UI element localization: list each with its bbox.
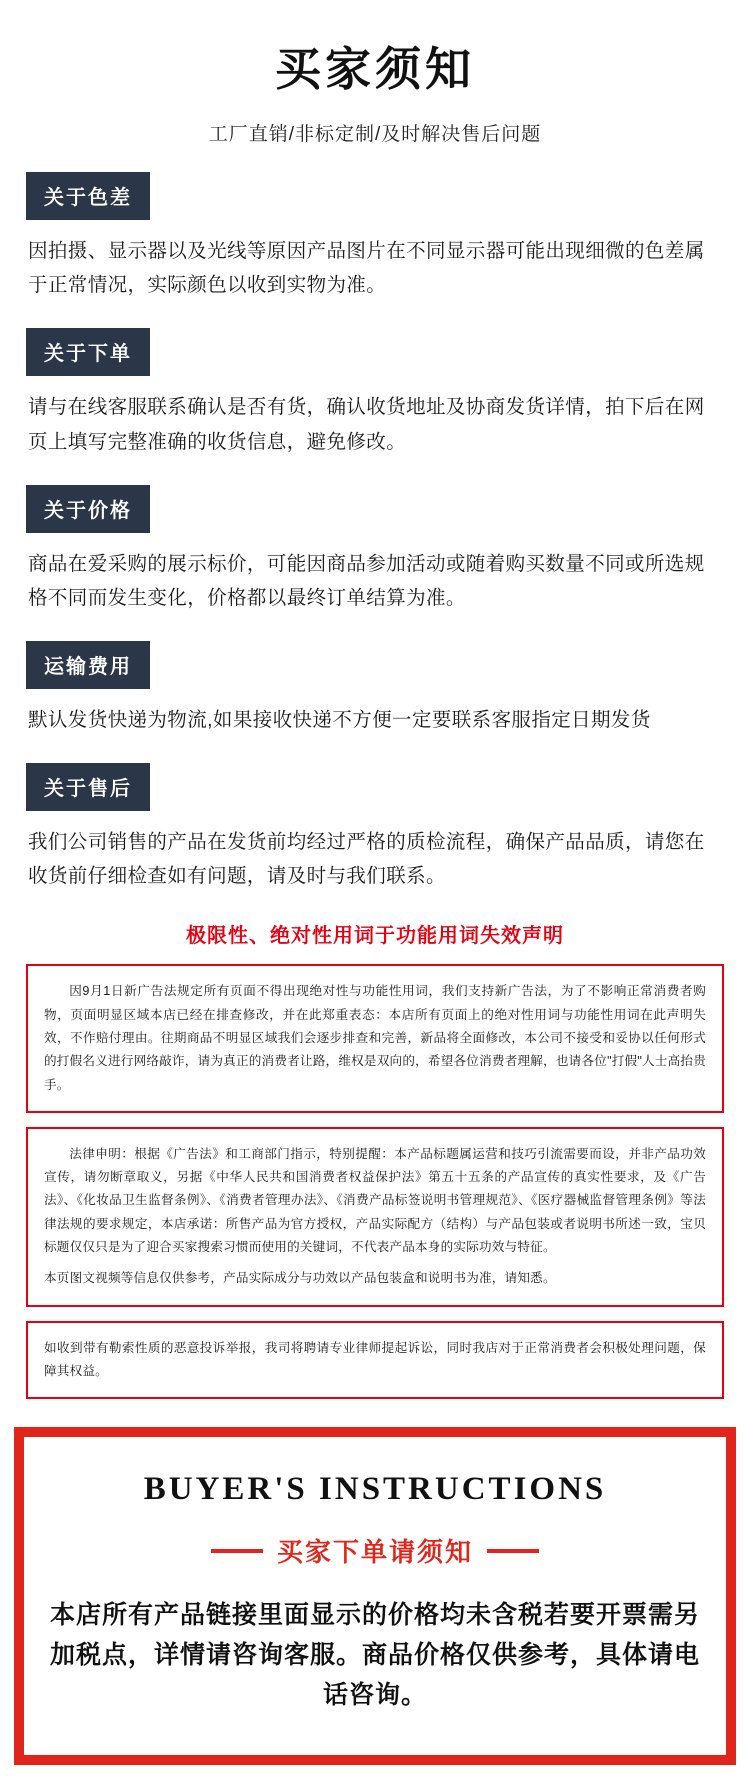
legal-notice-paragraph: 如收到带有勒索性质的恶意投诉举报，我司将聘请专业律师提起诉讼，同时我店对于正常消费者会积极处理问题，保障其权益。: [44, 1340, 706, 1378]
page-subtitle: 工厂直销/非标定制/及时解决售后问题: [208, 124, 542, 146]
rule-right-decoration: [487, 1549, 539, 1553]
section-shipping-cost: [26, 641, 724, 737]
buyers-instructions-title: BUYER'S INSTRUCTIONS: [143, 1471, 607, 1508]
section-after-sales: [26, 763, 724, 893]
section-tag-shipping-cost: 运输费用: [26, 641, 150, 689]
rule-left-decoration: [211, 1549, 263, 1553]
page-header: [0, 0, 750, 146]
buyers-instructions-subtitle: 买家下单请须知: [276, 1537, 473, 1568]
section-body-color-difference: 因拍摄、显示器以及光线等原因产品图片在不同显示器可能出现细微的色差属于正常情况，实际颜色以收到实物为准。: [28, 240, 705, 297]
legal-notice-box-3: [26, 1321, 724, 1400]
notice-sections: [0, 172, 750, 893]
section-tag-color-difference: 关于色差: [26, 172, 150, 220]
buyers-instructions-body: 本店所有产品链接里面显示的价格均未含税若要开票需另加税点，详情请咨询客服。商品价格仅供参考，具体请电话咨询。: [50, 1601, 701, 1710]
section-color-difference: [26, 172, 724, 302]
buyers-instructions-block: [14, 1427, 736, 1765]
section-tag-ordering: 关于下单: [26, 328, 150, 376]
legal-notice-paragraph: 法律申明：根据《广告法》和工商部门指示，特别提醒：本产品标题属运营和技巧引流需要而设，并非产品功效宣传，请勿断章取义，另据《中华人民共和国消费者权益保护法》第五十五条的产品宣传的真实性要求，及《广告法》、《化妆品卫生监督条例》、《消费者管理办法》、《消费产品标签说明书管理规范》、《医疗器械监督管理条例》等法律法规的要求规定，本店承诺：所售产品为官方授权，产品实际配方（结构）与产品包装或者说明书所述一致，宝贝标题仅仅只是为了迎合买家搜索习惯而使用的关键词，不代表产品本身的实际功效与特征。: [44, 1146, 706, 1254]
section-tag-after-sales: 关于售后: [26, 763, 150, 811]
page-title: 买家须知: [275, 43, 475, 95]
section-ordering: [26, 328, 724, 458]
section-body-ordering: 请与在线客服联系确认是否有货，确认收货地址及协商发货详情，拍下后在网页上填写完整准确的收货信息，避免修改。: [28, 396, 705, 453]
section-pricing: [26, 485, 724, 615]
section-body-shipping-cost: 默认发货快递为物流,如果接收快递不方便一定要联系客服指定日期发货: [28, 708, 651, 731]
section-tag-pricing: 关于价格: [26, 485, 150, 533]
section-body-after-sales: 我们公司销售的产品在发货前均经过严格的质检流程，确保产品品质，请您在收货前仔细检查如有问题，请及时与我们联系。: [28, 831, 705, 888]
buyers-instructions-subtitle-row: [50, 1532, 700, 1569]
legal-notice-paragraph: 本页图文视频等信息仅供参考，产品实际成分与功效以产品包装盒和说明书为准，请知悉。: [44, 1271, 556, 1286]
legal-notice-paragraph: 因9月1日新广告法规定所有页面不得出现绝对性与功能性用词，我们支持新广告法，为了不影响正常消费者购物，页面明显区域本店已经在排查修改，并在此郑重表态：本店所有页面上的绝对性用词与功能性用词在此声明失效，不作赔付理由。往期商品不明显区域我们会逐步排查和完善，新品将全面修改，本公司不接受和妥协以任何形式的打假名义进行网络敲诈，请为真正的消费者让路，维权是双向的，希望各位消费者理解，也请各位"打假"人士高抬贵手。: [44, 984, 706, 1092]
section-body-pricing: 商品在爱采购的展示标价，可能因商品参加活动或随着购买数量不同或所选规格不同而发生变化，价格都以最终订单结算为准。: [28, 552, 705, 609]
legal-notice-box-1: [26, 964, 724, 1112]
legal-notice-box-2: [26, 1127, 724, 1307]
absolute-terms-statement-title: 极限性、绝对性用词于功能用词失效声明: [186, 925, 564, 948]
